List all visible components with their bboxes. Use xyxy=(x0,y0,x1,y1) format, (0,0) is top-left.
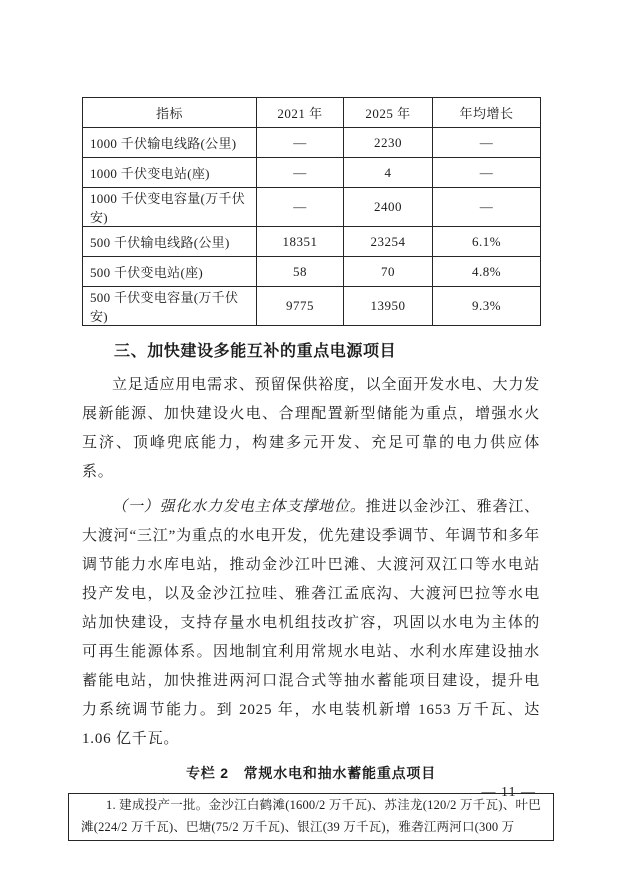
value-cell: 9775 xyxy=(257,287,344,326)
table-header-row xyxy=(83,98,541,128)
value-cell: — xyxy=(257,128,344,158)
value-cell: — xyxy=(257,188,344,227)
page-content xyxy=(82,0,540,841)
page-number: — 11 — xyxy=(481,785,536,800)
value-cell: 13950 xyxy=(344,287,433,326)
table-header-growth: 年均增长 xyxy=(433,98,541,128)
table-row xyxy=(83,227,541,257)
metrics-table xyxy=(82,97,541,326)
row-label-cell: 500 千伏变电容量(万千伏安) xyxy=(83,287,257,326)
table-header-2025: 2025 年 xyxy=(344,98,433,128)
row-label-cell: 1000 千伏输电线路(公里) xyxy=(83,128,257,158)
table-row xyxy=(83,128,541,158)
table-header-2021: 2021 年 xyxy=(257,98,344,128)
value-cell: 58 xyxy=(257,257,344,287)
paragraph-2 xyxy=(82,493,540,754)
table-row xyxy=(83,158,541,188)
value-cell: — xyxy=(257,158,344,188)
paragraph-2-text: 推进以金沙江、雅砻江、大渡河“三江”为重点的水电开发，优先建设季调节、年调节和多年调节能力水库电站，推动金沙江叶巴滩、大渡河双江口等水电站投产发电，以及金沙江拉哇、雅砻江孟底沟、大渡河巴拉等水电站加快建设，支持存量水电机组技改扩容，巩固以水电为主体的可再生能源体系。因地制宜利用常规水电站、水利水库建设抽水蓄能电站，加快推进两河口混合式等抽水蓄能项目建设，提升电力系统调节能力。到 2025 年，水电装机新增 1653 万千瓦、达 1.06 亿千瓦。 xyxy=(82,499,540,747)
column-box-text: 1. 建成投产一批。金沙江白鹤滩(1600/2 万千瓦)、苏洼龙(120/2 万千瓦)、叶巴滩(224/2 万千瓦)、巴塘(75/2 万千瓦)、银江(39 万千瓦)，雅砻江两河口(300 万 xyxy=(81,798,541,834)
row-label-cell: 1000 千伏变电容量(万千伏安) xyxy=(83,188,257,227)
section-heading: 三、加快建设多能互补的重点电源项目 xyxy=(114,343,397,360)
paragraph-1: 立足适应用电需求、预留保供裕度，以全面开发水电、大力发展新能源、加快建设火电、合理配置新型储能为重点，增强水火互济、顶峰兜底能力，构建多元开发、充足可靠的电力供应体系。 xyxy=(82,377,540,480)
row-label-cell: 500 千伏输电线路(公里) xyxy=(83,227,257,257)
table-row xyxy=(83,188,541,227)
value-cell: 4 xyxy=(344,158,433,188)
value-cell: 2400 xyxy=(344,188,433,227)
value-cell: 4.8% xyxy=(433,257,541,287)
value-cell: 70 xyxy=(344,257,433,287)
value-cell: 6.1% xyxy=(433,227,541,257)
paragraph-2-lead: （一）强化水力发电主体支撑地位。 xyxy=(112,499,366,515)
value-cell: 18351 xyxy=(257,227,344,257)
value-cell: 23254 xyxy=(344,227,433,257)
value-cell: 2230 xyxy=(344,128,433,158)
row-label-cell: 1000 千伏变电站(座) xyxy=(83,158,257,188)
table-header-indicator: 指标 xyxy=(83,98,257,128)
table-row xyxy=(83,287,541,326)
row-label-cell: 500 千伏变电站(座) xyxy=(83,257,257,287)
table-row xyxy=(83,257,541,287)
value-cell: 9.3% xyxy=(433,287,541,326)
column-box-title: 专栏 2 常规水电和抽水蓄能重点项目 xyxy=(185,765,437,781)
value-cell: — xyxy=(433,128,541,158)
value-cell: — xyxy=(433,158,541,188)
value-cell: — xyxy=(433,188,541,227)
